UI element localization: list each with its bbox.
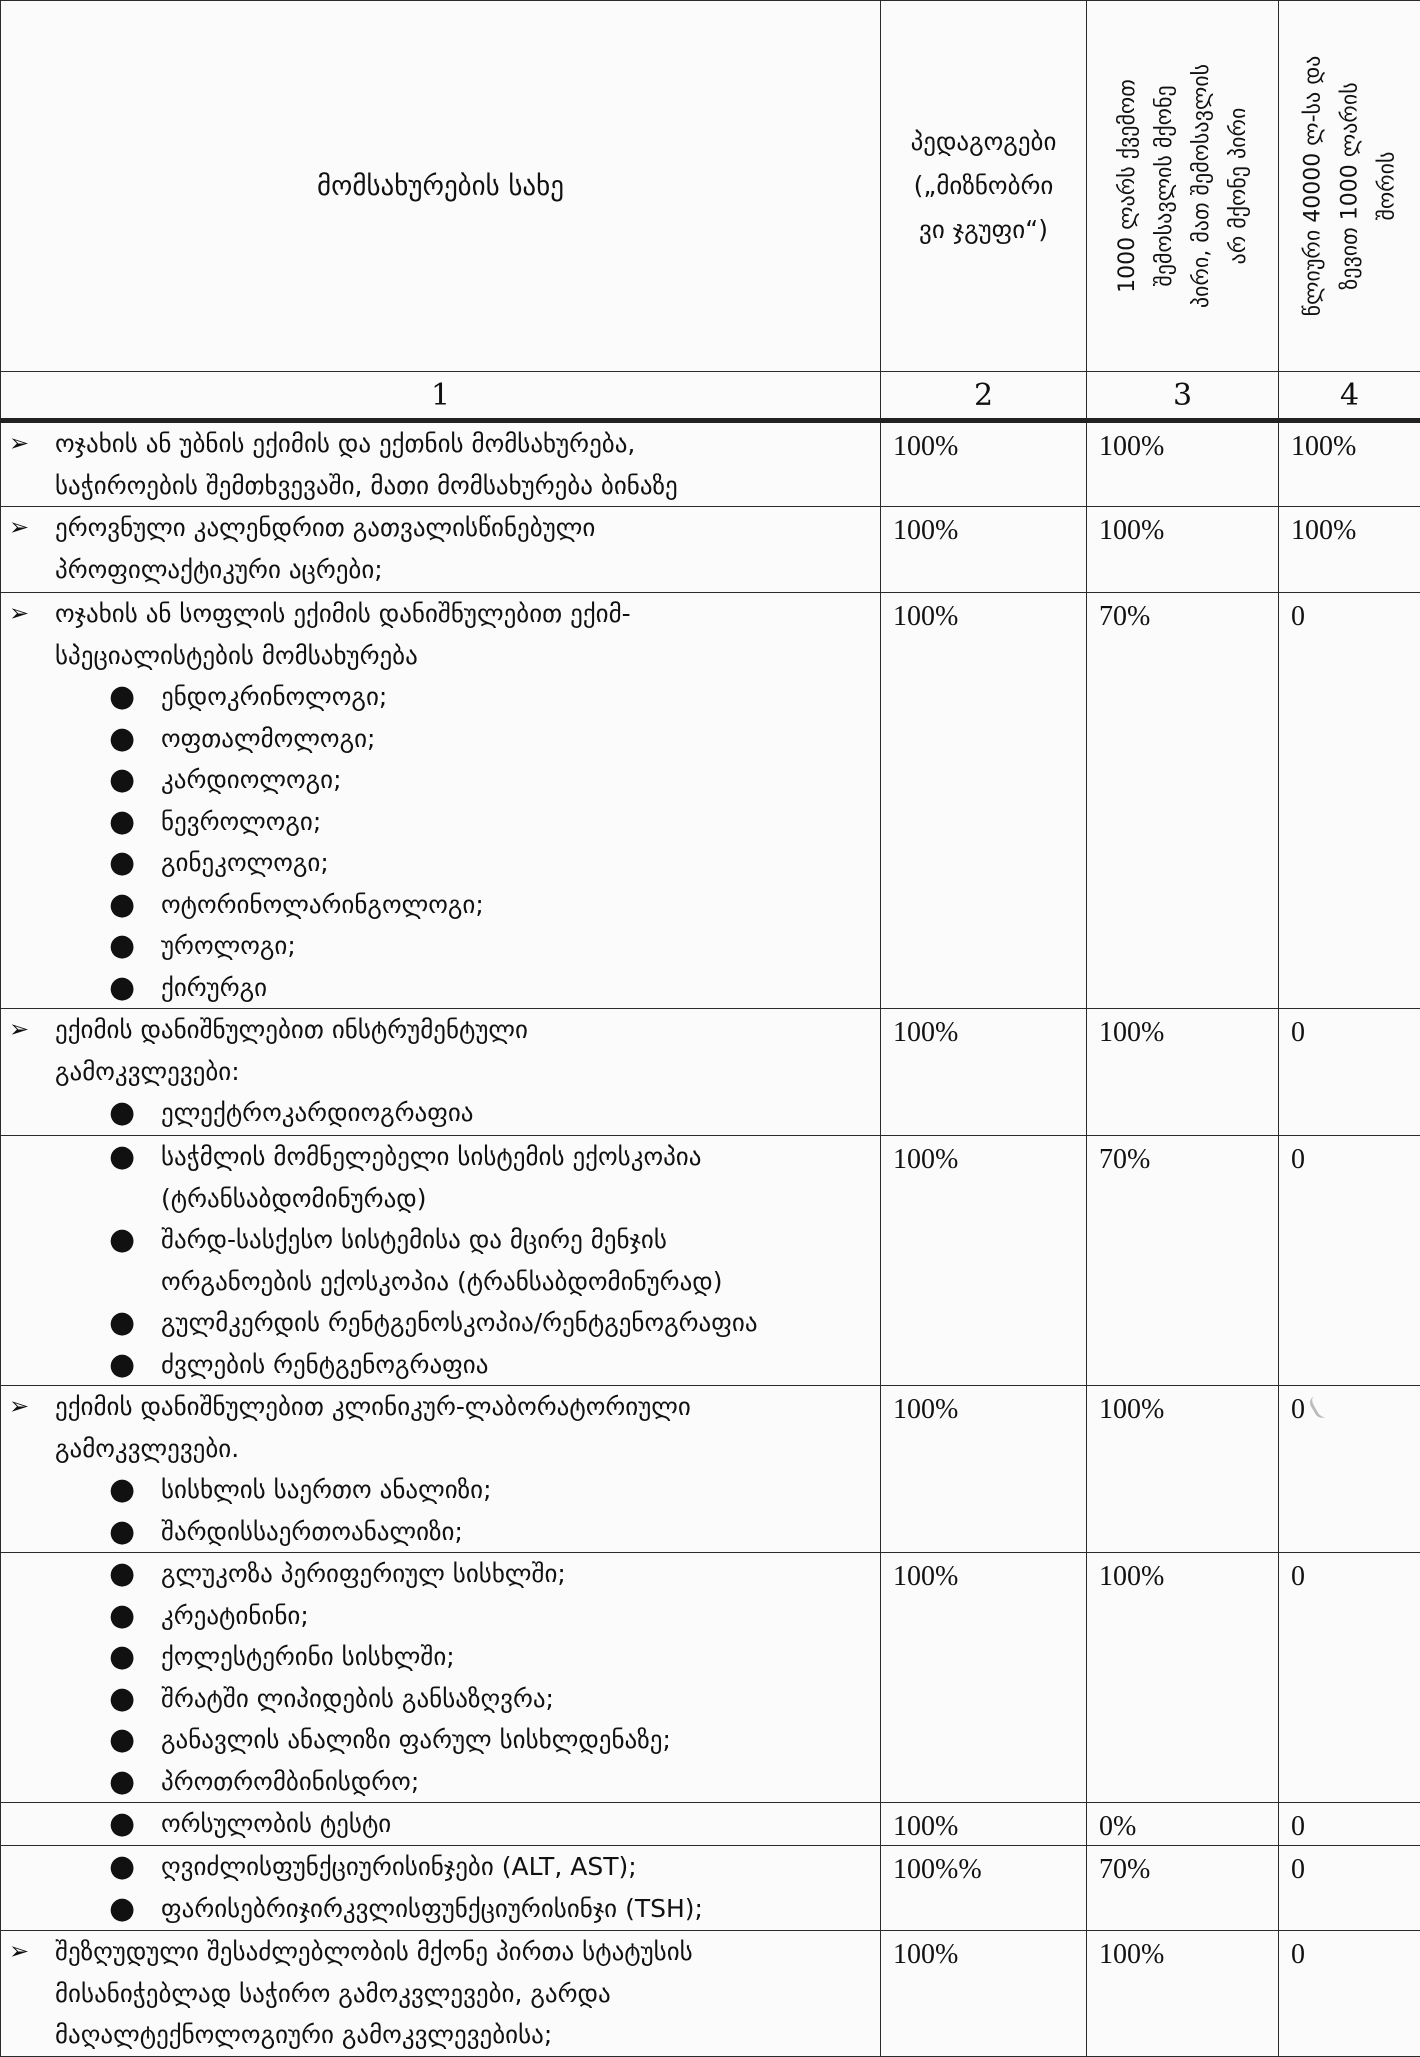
text-line: შრატში ლიპიდების განსაზღვრა; bbox=[161, 1678, 880, 1720]
coverage-value: 0 bbox=[1279, 593, 1420, 1009]
bullet-item bbox=[9, 801, 880, 843]
table-row bbox=[1, 1931, 1420, 2057]
column-number: 2 bbox=[881, 372, 1087, 421]
bullet-item-text bbox=[161, 1719, 880, 1761]
arrow-item bbox=[9, 593, 880, 676]
bullet-item-text bbox=[161, 1595, 880, 1637]
coverage-value: 100% bbox=[881, 1803, 1087, 1846]
coverage-value: 100% bbox=[881, 1553, 1087, 1803]
text-line: ნევროლოგი; bbox=[161, 801, 880, 843]
text-line: გამოკვლევები. bbox=[55, 1428, 880, 1470]
text-line: მისანიჭებლად საჭირო გამოკვლევები, გარდა bbox=[55, 1973, 880, 2015]
table-row bbox=[1, 1386, 1420, 1553]
arrow-item-text bbox=[55, 423, 880, 506]
bullet-item-text bbox=[161, 1469, 880, 1511]
text-line: ფარისებრიჯირკვლისფუნქციურისინჯი (TSH); bbox=[161, 1888, 880, 1930]
bullet-item bbox=[9, 1803, 880, 1845]
text-line: პროთრომბინისდრო; bbox=[161, 1761, 880, 1803]
arrow-item bbox=[9, 1009, 880, 1092]
bullet-item-text bbox=[161, 1136, 880, 1219]
table-row bbox=[1, 421, 1420, 507]
header-low-income-line: 1000 ლარს ქვემოთ bbox=[1109, 16, 1146, 356]
bullet-marker: ● bbox=[109, 1302, 161, 1344]
bullet-item bbox=[9, 1888, 880, 1930]
bullet-item bbox=[9, 1469, 880, 1511]
bullet-item bbox=[9, 1302, 880, 1344]
bullet-marker: ● bbox=[109, 1219, 161, 1302]
column-number: 3 bbox=[1087, 372, 1279, 421]
header-low-income bbox=[1087, 1, 1279, 372]
service-cell bbox=[1, 1136, 881, 1386]
coverage-value: 70% bbox=[1087, 1846, 1279, 1931]
bullet-item-text bbox=[161, 842, 880, 884]
service-cell bbox=[1, 1386, 881, 1553]
text-line: სპეციალისტების მომსახურება bbox=[55, 635, 880, 677]
text-line: კარდიოლოგი; bbox=[161, 759, 880, 801]
text-line: ღვიძლისფუნქციურისინჯები (ALT, AST); bbox=[161, 1846, 880, 1888]
text-line: სისხლის საერთო ანალიზი; bbox=[161, 1469, 880, 1511]
text-line: ექიმის დანიშნულებით ინსტრუმენტული bbox=[55, 1009, 880, 1051]
bullet-item bbox=[9, 1678, 880, 1720]
table-row bbox=[1, 507, 1420, 593]
bullet-item bbox=[9, 759, 880, 801]
bullet-marker: ● bbox=[109, 801, 161, 843]
text-line: ოჯახის ან უბნის ექიმის და ექთნის მომსახურება, bbox=[55, 423, 880, 465]
arrow-marker: ➢ bbox=[9, 593, 55, 676]
bullet-item bbox=[9, 1553, 880, 1595]
header-teachers-line: პედაგოგები bbox=[881, 120, 1086, 164]
coverage-value: 100% bbox=[881, 1386, 1087, 1553]
bullet-item-text bbox=[161, 1092, 880, 1134]
service-cell bbox=[1, 1931, 881, 2057]
table-row bbox=[1, 1803, 1420, 1846]
text-line: განავლის ანალიზი ფარულ სისხლდენაზე; bbox=[161, 1719, 880, 1761]
bullet-item bbox=[9, 925, 880, 967]
bullet-item-text bbox=[161, 925, 880, 967]
bullet-marker: ● bbox=[109, 1636, 161, 1678]
coverage-value: 70% bbox=[1087, 1136, 1279, 1386]
header-annual-income-line: შორის bbox=[1368, 16, 1405, 356]
text-line: ძვლების რენტგენოგრაფია bbox=[161, 1344, 880, 1386]
arrow-item bbox=[9, 1931, 880, 2056]
coverage-value: 100% bbox=[1087, 507, 1279, 593]
text-line: შეზღუდული შესაძლებლობის მქონე პირთა სტატუსის bbox=[55, 1931, 880, 1973]
bullet-marker: ● bbox=[109, 1553, 161, 1595]
bullet-marker: ● bbox=[109, 1888, 161, 1930]
bullet-item bbox=[9, 884, 880, 926]
table-row bbox=[1, 1553, 1420, 1803]
coverage-value: 0% bbox=[1087, 1803, 1279, 1846]
text-line: ენდოკრინოლოგი; bbox=[161, 676, 880, 718]
bullet-item bbox=[9, 1136, 880, 1219]
service-cell bbox=[1, 1553, 881, 1803]
coverage-value: 100% bbox=[881, 1136, 1087, 1386]
arrow-item bbox=[9, 423, 880, 506]
header-annual-income-line: ზევით 1000 ლარის bbox=[1331, 16, 1368, 356]
coverage-value: 100% bbox=[881, 421, 1087, 507]
text-line: გულმკერდის რენტგენოსკოპია/რენტგენოგრაფია bbox=[161, 1302, 880, 1344]
bullet-marker: ● bbox=[109, 1803, 161, 1845]
coverage-value: 100% bbox=[1087, 1009, 1279, 1136]
arrow-item-text bbox=[55, 1009, 880, 1092]
bullet-item-text bbox=[161, 1803, 880, 1845]
arrow-item-text bbox=[55, 593, 880, 676]
coverage-value: 100%% bbox=[881, 1846, 1087, 1931]
text-line: გინეკოლოგი; bbox=[161, 842, 880, 884]
text-line: გამოკვლევები: bbox=[55, 1051, 880, 1093]
bullet-item-text bbox=[161, 676, 880, 718]
table-row bbox=[1, 1136, 1420, 1386]
bullet-item bbox=[9, 1092, 880, 1134]
text-line: ქოლესტერინი სისხლში; bbox=[161, 1636, 880, 1678]
arrow-item-text bbox=[55, 507, 880, 590]
column-number: 4 bbox=[1279, 372, 1420, 421]
coverage-value: 0 bbox=[1279, 1553, 1420, 1803]
bullet-item-text bbox=[161, 884, 880, 926]
service-cell bbox=[1, 421, 881, 507]
bullet-item bbox=[9, 718, 880, 760]
header-annual-income-line: წლიური 40000 ლ-სა და bbox=[1294, 16, 1331, 356]
text-line: გლუკოზა პერიფერიულ სისხლში; bbox=[161, 1553, 880, 1595]
bullet-item bbox=[9, 1219, 880, 1302]
header-low-income-line: შემოსავლის მქონე bbox=[1146, 16, 1183, 356]
header-teachers-line: ვი ჯგუფი“) bbox=[881, 208, 1086, 252]
coverage-value: 0 bbox=[1279, 1009, 1420, 1136]
bullet-marker: ● bbox=[109, 842, 161, 884]
coverage-value: 100% bbox=[881, 1009, 1087, 1136]
bullet-marker: ● bbox=[109, 967, 161, 1009]
service-cell bbox=[1, 1846, 881, 1931]
bullet-item-text bbox=[161, 1219, 880, 1302]
text-line: ელექტროკარდიოგრაფია bbox=[161, 1092, 880, 1134]
arrow-marker: ➢ bbox=[9, 1009, 55, 1092]
table-row bbox=[1, 593, 1420, 1009]
bullet-marker: ● bbox=[109, 1595, 161, 1637]
bullet-marker: ● bbox=[109, 1678, 161, 1720]
header-service-type: მომსახურების სახე bbox=[1, 1, 881, 372]
text-line: ოფთალმოლოგი; bbox=[161, 718, 880, 760]
coverage-value: 0 bbox=[1279, 1803, 1420, 1846]
column-number-row bbox=[1, 372, 1420, 421]
bullet-item-text bbox=[161, 1761, 880, 1803]
arrow-marker: ➢ bbox=[9, 1386, 55, 1469]
text-line: ოჯახის ან სოფლის ექიმის დანიშნულებით ექიმ- bbox=[55, 593, 880, 635]
bullet-marker: ● bbox=[109, 884, 161, 926]
bullet-item-text bbox=[161, 1846, 880, 1888]
arrow-item bbox=[9, 507, 880, 590]
header-teachers-line: („მიზნობრი bbox=[881, 164, 1086, 208]
header-annual-income bbox=[1279, 1, 1420, 372]
coverage-value: 100% bbox=[881, 593, 1087, 1009]
coverage-value: 100% bbox=[1279, 421, 1420, 507]
bullet-marker: ● bbox=[109, 1719, 161, 1761]
bullet-item-text bbox=[161, 1344, 880, 1386]
text-line: ქირურგი bbox=[161, 967, 880, 1009]
bullet-marker: ● bbox=[109, 1344, 161, 1386]
coverage-value: 100% bbox=[881, 507, 1087, 593]
text-line: კრეატინინი; bbox=[161, 1595, 880, 1637]
bullet-item bbox=[9, 1595, 880, 1637]
bullet-item-text bbox=[161, 1511, 880, 1553]
service-cell bbox=[1, 593, 881, 1009]
arrow-item-text bbox=[55, 1386, 880, 1469]
text-line: საჭმლის მომნელებელი სისტემის ექოსკოპია bbox=[161, 1136, 880, 1178]
text-line: ეროვნული კალენდრით გათვალისწინებული bbox=[55, 507, 880, 549]
service-cell bbox=[1, 507, 881, 593]
bullet-item-text bbox=[161, 1678, 880, 1720]
header-low-income-line: არ მქონე პირი bbox=[1220, 16, 1257, 356]
coverage-value: 70% bbox=[1087, 593, 1279, 1009]
service-cell bbox=[1, 1009, 881, 1136]
service-cell bbox=[1, 1803, 881, 1846]
coverage-value: 100% bbox=[1087, 1553, 1279, 1803]
bullet-marker: ● bbox=[109, 718, 161, 760]
bullet-item bbox=[9, 1636, 880, 1678]
bullet-item bbox=[9, 1761, 880, 1803]
header-low-income-line: პირი, მათ შემოსავლის bbox=[1183, 16, 1220, 356]
text-line: საჭიროების შემთხვევაში, მათი მომსახურება ბინაზე bbox=[55, 465, 880, 507]
text-line: პროფილაქტიკური აცრები; bbox=[55, 549, 880, 591]
column-number: 1 bbox=[1, 372, 881, 421]
bullet-marker: ● bbox=[109, 1136, 161, 1219]
arrow-item bbox=[9, 1386, 880, 1469]
coverage-value: 100% bbox=[1087, 421, 1279, 507]
bullet-item bbox=[9, 967, 880, 1009]
arrow-marker: ➢ bbox=[9, 507, 55, 590]
bullet-marker: ● bbox=[109, 676, 161, 718]
bullet-item-text bbox=[161, 1888, 880, 1930]
bullet-item-text bbox=[161, 1553, 880, 1595]
text-line: ოტორინოლარინგოლოგი; bbox=[161, 884, 880, 926]
coverage-value: 0 bbox=[1279, 1846, 1420, 1931]
coverage-value: 0 bbox=[1279, 1386, 1420, 1553]
bullet-marker: ● bbox=[109, 1846, 161, 1888]
bullet-item-text bbox=[161, 1636, 880, 1678]
bullet-marker: ● bbox=[109, 1761, 161, 1803]
bullet-item-text bbox=[161, 759, 880, 801]
arrow-marker: ➢ bbox=[9, 1931, 55, 2056]
table-row bbox=[1, 1009, 1420, 1136]
bullet-item-text bbox=[161, 801, 880, 843]
text-line: ორგანოების ექოსკოპია (ტრანსაბდომინურად) bbox=[161, 1261, 880, 1303]
bullet-item bbox=[9, 1344, 880, 1386]
bullet-marker: ● bbox=[109, 1092, 161, 1134]
bullet-item bbox=[9, 1846, 880, 1888]
bullet-item-text bbox=[161, 1302, 880, 1344]
text-line: უროლოგი; bbox=[161, 925, 880, 967]
coverage-value: 100% bbox=[1279, 507, 1420, 593]
bullet-item bbox=[9, 1511, 880, 1553]
bullet-item bbox=[9, 676, 880, 718]
header-row bbox=[1, 1, 1420, 372]
bullet-item-text bbox=[161, 967, 880, 1009]
text-line: შარდისსაერთოანალიზი; bbox=[161, 1511, 880, 1553]
text-line: ორსულობის ტესტი bbox=[161, 1803, 880, 1845]
text-line: (ტრანსაბდომინურად) bbox=[161, 1178, 880, 1220]
table-row bbox=[1, 1846, 1420, 1931]
coverage-value: 100% bbox=[1087, 1386, 1279, 1553]
text-line: ექიმის დანიშნულებით კლინიკურ-ლაბორატორიული bbox=[55, 1386, 880, 1428]
text-line: მაღალტექნოლოგიური გამოკვლევებისა; bbox=[55, 2014, 880, 2056]
arrow-item-text bbox=[55, 1931, 880, 2056]
bullet-item-text bbox=[161, 718, 880, 760]
coverage-value: 100% bbox=[881, 1931, 1087, 2057]
coverage-value: 0 bbox=[1279, 1931, 1420, 2057]
header-teachers bbox=[881, 1, 1087, 372]
arrow-marker: ➢ bbox=[9, 423, 55, 506]
bullet-item bbox=[9, 842, 880, 884]
text-line: შარდ-სასქესო სისტემისა და მცირე მენჯის bbox=[161, 1219, 880, 1261]
coverage-value: 0 bbox=[1279, 1136, 1420, 1386]
bullet-marker: ● bbox=[109, 1511, 161, 1553]
bullet-marker: ● bbox=[109, 1469, 161, 1511]
bullet-item bbox=[9, 1719, 880, 1761]
coverage-value: 100% bbox=[1087, 1931, 1279, 2057]
bullet-marker: ● bbox=[109, 925, 161, 967]
bullet-marker: ● bbox=[109, 759, 161, 801]
